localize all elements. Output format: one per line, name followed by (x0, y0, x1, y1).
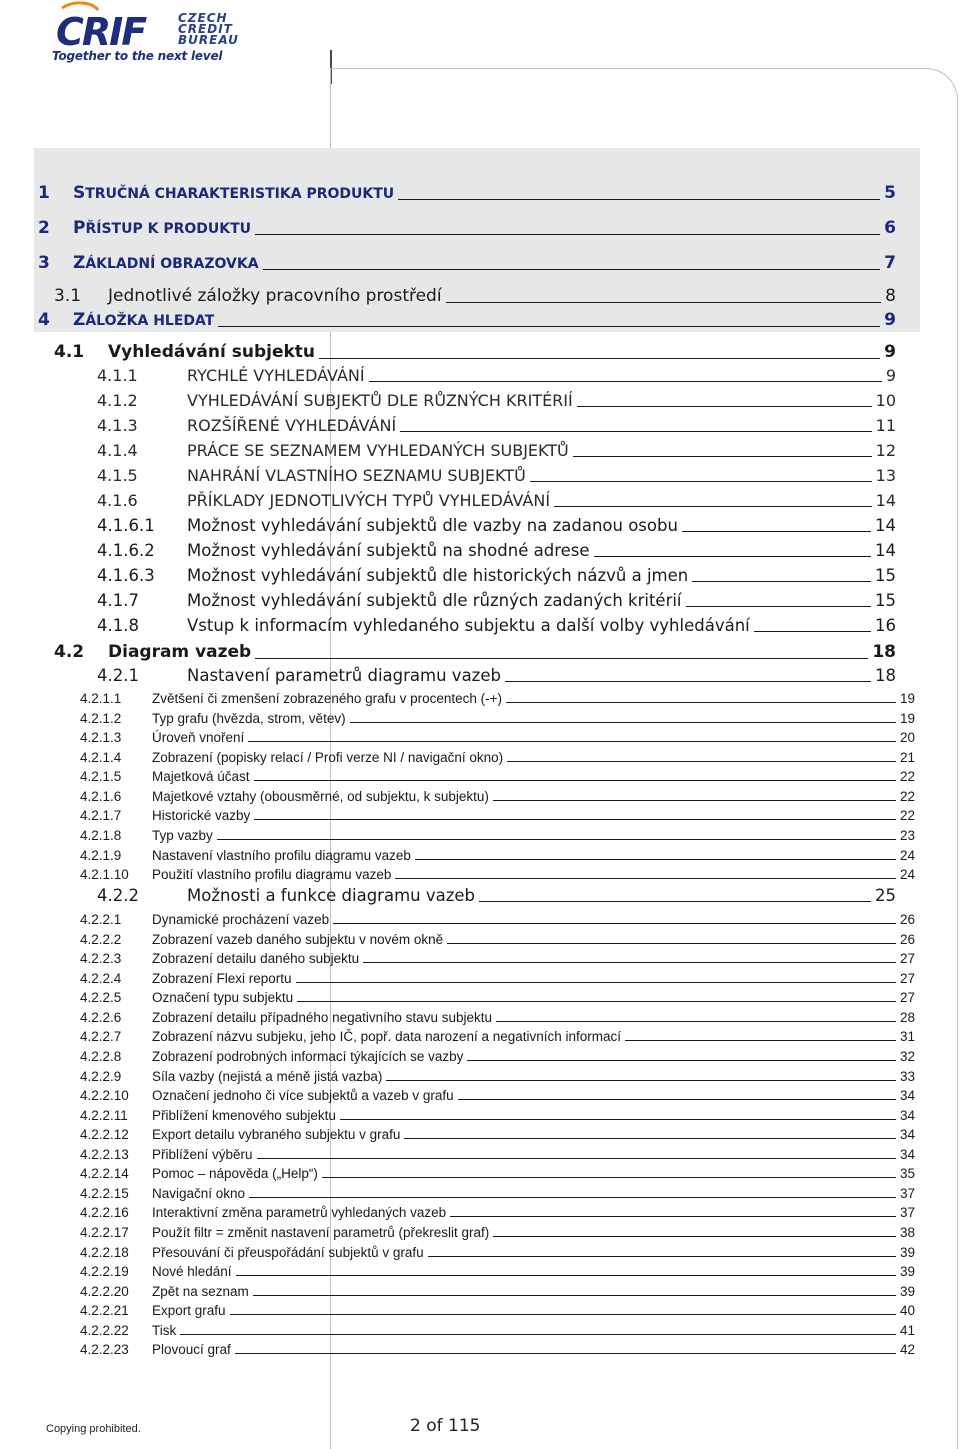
toc-entry-title: RYCHLÉ VYHLEDÁVÁNÍ (187, 366, 365, 385)
toc-entry-title: Zobrazení podrobných informací týkajících se vazby (152, 1049, 464, 1064)
toc-entry-number: 4.2.2 (97, 886, 139, 905)
brand-line: CZECH (178, 11, 228, 25)
toc-entry-number: 4.2 (54, 642, 85, 662)
toc-entry[interactable] (97, 541, 896, 560)
toc-entry-title: Zpět na seznam (152, 1284, 249, 1299)
toc-leader-line (400, 431, 871, 432)
toc-entry-page: 24 (899, 848, 915, 863)
toc-entry-page: 40 (899, 1303, 915, 1318)
toc-entry-title: Označení jednoho či více subjektů a vazeb v grafu (152, 1088, 454, 1103)
toc-entry-title: Zvětšení či zmenšení zobrazeného grafu v procentech (-+) (152, 691, 503, 706)
toc-entry-page: 16 (875, 616, 896, 635)
toc-leader-line (254, 819, 896, 820)
toc-leader-line (218, 326, 880, 327)
toc-entry[interactable] (54, 342, 896, 362)
toc-entry[interactable] (80, 1049, 915, 1064)
toc-leader-line (386, 1080, 896, 1081)
toc-entry-number: 4.2.2.8 (80, 1049, 122, 1064)
toc-entry[interactable] (80, 1225, 915, 1240)
toc-entry-page: 22 (899, 789, 915, 804)
toc-entry-page: 18 (875, 666, 896, 685)
toc-entry-title: Vyhledávání subjektu (108, 342, 316, 362)
toc-entry-title: Zobrazení Flexi reportu (152, 971, 292, 986)
toc-leader-line (479, 901, 871, 902)
toc-entry[interactable] (38, 253, 896, 273)
toc-entry-title: Možnosti a funkce diagramu vazeb (187, 886, 476, 905)
toc-entry-number: 4.2.2.12 (80, 1127, 129, 1142)
toc-entry-title: Majetková účast (152, 769, 250, 784)
toc-entry-page: 15 (875, 566, 896, 585)
toc-entry-number: 4.2.2.17 (80, 1225, 129, 1240)
toc-entry-title: Zobrazení názvu subjeku, jeho IČ, popř. data narození a negativních informací (152, 1029, 622, 1044)
toc-leader-line (754, 631, 871, 632)
toc-entry-title: Nastavení parametrů diagramu vazeb (187, 666, 501, 685)
toc-leader-line (577, 406, 872, 407)
toc-entry-page: 10 (875, 391, 896, 410)
toc-entry[interactable] (80, 789, 915, 804)
toc-entry[interactable] (80, 1029, 915, 1044)
toc-entry-number: 4.2.1.3 (80, 730, 122, 745)
toc-leader-line (686, 606, 871, 607)
toc-entry-page: 5 (884, 183, 896, 203)
toc-entry[interactable] (80, 1069, 915, 1084)
toc-entry-page: 39 (899, 1264, 915, 1279)
toc-leader-line (446, 302, 882, 303)
toc-entry[interactable] (38, 183, 896, 203)
toc-entry-page: 31 (899, 1029, 915, 1044)
toc-entry-number: 4.2.1.10 (80, 867, 129, 882)
toc-entry-title: Možnost vyhledávání subjektů dle různých zadaných kritérií (187, 591, 682, 610)
toc-entry-number: 3 (38, 253, 50, 273)
toc-entry-number: 4.2.2.23 (80, 1342, 129, 1357)
toc-entry-page: 6 (884, 218, 896, 238)
toc-leader-line (248, 741, 896, 742)
toc-entry-title-initial: S (73, 183, 86, 203)
toc-entry-number: 4.2.1 (97, 666, 139, 685)
toc-entry-number: 4.2.2.15 (80, 1186, 129, 1201)
toc-entry-page: 37 (899, 1205, 915, 1220)
toc-leader-line (493, 800, 896, 801)
footer-copyright: Copying prohibited. (46, 1423, 141, 1435)
toc-entry-number: 4.1.1 (97, 366, 138, 385)
toc-entry-number: 4.2.2.21 (80, 1303, 129, 1318)
toc-entry[interactable] (38, 218, 896, 238)
toc-entry-title: VYHLEDÁVÁNÍ SUBJEKTŮ DLE RŮZNÝCH KRITÉRIÍ (187, 391, 573, 410)
brand-line: BUREAU (178, 33, 239, 47)
toc-entry-page: 23 (899, 828, 915, 843)
toc-entry-number: 4.2.2.1 (80, 912, 122, 927)
toc-leader-line (236, 1275, 896, 1276)
toc-entry-number: 4.2.2.7 (80, 1029, 122, 1044)
toc-entry-title: Síla vazby (nejistá a méně jistá vazba) (152, 1069, 383, 1084)
toc-entry-number: 3.1 (54, 286, 82, 306)
toc-entry[interactable] (80, 932, 915, 947)
toc-entry-title: ROZŠÍŘENÉ VYHLEDÁVÁNÍ (187, 416, 397, 435)
toc-entry-number: 4.2.2.3 (80, 951, 122, 966)
toc-entry[interactable] (80, 971, 915, 986)
toc-entry-page: 11 (875, 416, 896, 435)
toc-entry-number: 4.1.8 (97, 616, 139, 635)
toc-leader-line (594, 556, 871, 557)
toc-entry-title-rest: ÁLOŽKA HLEDAT (85, 313, 215, 329)
toc-entry-number: 4.2.1.6 (80, 789, 122, 804)
toc-entry-page: 26 (899, 912, 915, 927)
toc-entry-page: 22 (899, 808, 915, 823)
toc-leader-line (467, 1060, 896, 1061)
toc-leader-line (254, 780, 896, 781)
toc-entry[interactable] (97, 886, 896, 905)
toc-entry-page: 12 (875, 441, 896, 460)
toc-leader-line (682, 531, 871, 532)
footer-page-number: 2 of 115 (410, 1416, 481, 1436)
toc-entry-page: 19 (899, 711, 915, 726)
toc-entry-number: 4.1.6.2 (97, 541, 155, 560)
toc-entry[interactable] (80, 691, 915, 706)
toc-entry-page: 32 (899, 1049, 915, 1064)
toc-entry-title: Export grafu (152, 1303, 226, 1318)
toc-leader-line (235, 1353, 896, 1354)
toc-entry-number: 2 (38, 218, 50, 238)
toc-entry-number: 4.1.4 (97, 441, 138, 460)
toc-entry[interactable] (80, 1303, 915, 1318)
toc-leader-line (496, 1021, 896, 1022)
toc-entry-title: Úroveň vnoření (152, 730, 245, 745)
toc-entry[interactable] (80, 1323, 915, 1338)
toc-entry[interactable] (80, 769, 915, 784)
toc-leader-line (333, 923, 896, 924)
toc-entry-title: Zobrazení detailu daného subjektu (152, 951, 360, 966)
brand-lines (178, 13, 239, 46)
toc-entry-number: 4.2.2.16 (80, 1205, 129, 1220)
toc-leader-line (447, 943, 896, 944)
toc-entry-page: 27 (899, 990, 915, 1005)
toc-entry[interactable] (80, 750, 915, 765)
toc-entry-page: 34 (899, 1108, 915, 1123)
toc-entry-title: Nastavení vlastního profilu diagramu vazeb (152, 848, 411, 863)
toc-entry[interactable] (80, 1245, 915, 1260)
toc-entry[interactable] (97, 391, 896, 410)
toc-entry-number: 4.2.1.9 (80, 848, 122, 863)
toc-entry-title: Plovoucí graf (152, 1342, 231, 1357)
toc-entry-page: 15 (875, 591, 896, 610)
toc-leader-line (625, 1040, 896, 1041)
toc-entry-title: Tisk (152, 1323, 177, 1338)
toc-entry[interactable] (80, 1127, 915, 1142)
toc-leader-line (257, 1158, 896, 1159)
toc-entry[interactable] (80, 711, 915, 726)
toc-entry[interactable] (80, 1010, 915, 1025)
toc-leader-line (554, 506, 872, 507)
toc-entry-number: 4 (38, 310, 50, 330)
toc-entry[interactable] (80, 828, 915, 843)
toc-entry-title: NAHRÁNÍ VLASTNÍHO SEZNAMU SUBJEKTŮ (187, 466, 526, 485)
toc-entry-page: 34 (899, 1147, 915, 1162)
toc-entry[interactable] (80, 808, 915, 823)
toc-entry-page: 25 (875, 886, 896, 905)
toc-entry-number: 4.1.6.3 (97, 566, 155, 585)
toc-entry-page: 28 (899, 1010, 915, 1025)
toc-entry-number: 4.2.2.14 (80, 1166, 129, 1181)
toc-entry-number: 4.2.2.2 (80, 932, 122, 947)
toc-entry[interactable] (80, 1342, 915, 1357)
toc-entry-number: 1 (38, 183, 50, 203)
toc-leader-line (255, 234, 880, 235)
toc-leader-line (428, 1256, 896, 1257)
toc-entry-number: 4.2.1.7 (80, 808, 122, 823)
toc-entry-number: 4.1.5 (97, 466, 138, 485)
toc-entry-title: Dynamické procházení vazeb (152, 912, 330, 927)
toc-entry-page: 39 (899, 1245, 915, 1260)
toc-entry[interactable] (97, 416, 896, 435)
toc-entry[interactable] (80, 1186, 915, 1201)
toc-entry[interactable] (97, 666, 896, 685)
toc-entry-title-initial: Z (73, 253, 86, 273)
toc-leader-line (395, 878, 896, 879)
toc-entry-number: 4.2.2.4 (80, 971, 122, 986)
toc-leader-line (505, 681, 871, 682)
toc-entry-page: 39 (899, 1284, 915, 1299)
toc-leader-line (363, 962, 896, 963)
toc-entry-number: 4.2.2.18 (80, 1245, 129, 1260)
toc-entry[interactable] (97, 441, 896, 460)
toc-entry-number: 4.2.2.19 (80, 1264, 129, 1279)
toc-entry-title: Přiblížení výběru (152, 1147, 253, 1162)
toc-entry[interactable] (80, 1108, 915, 1123)
toc-entry-number: 4.1.6 (97, 491, 138, 510)
toc-leader-line (296, 982, 896, 983)
toc-leader-line (263, 269, 881, 270)
toc-entry-page: 14 (875, 491, 896, 510)
toc-entry-number: 4.2.1.8 (80, 828, 122, 843)
toc-leader-line (573, 456, 872, 457)
toc-entry[interactable] (54, 642, 896, 662)
toc-entry[interactable] (80, 848, 915, 863)
toc-entry[interactable] (80, 867, 915, 882)
toc-entry-page: 24 (899, 867, 915, 882)
toc-entry[interactable] (97, 616, 896, 635)
toc-leader-line (350, 722, 896, 723)
toc-leader-line (530, 481, 872, 482)
toc-leader-line (493, 1236, 896, 1237)
toc-entry-title: Přesouvání či přeuspořádání subjektů v grafu (152, 1245, 424, 1260)
toc-leader-line (297, 1001, 896, 1002)
toc-entry-page: 27 (899, 971, 915, 986)
toc-entry-page: 18 (872, 642, 896, 662)
toc-entry-page: 7 (884, 253, 896, 273)
toc-entry-title (73, 183, 394, 203)
toc-entry[interactable] (80, 1284, 915, 1299)
toc-entry-page: 38 (899, 1225, 915, 1240)
toc-entry-page: 9 (884, 342, 896, 362)
toc-entry-number: 4.2.2.22 (80, 1323, 129, 1338)
toc-entry-page: 27 (899, 951, 915, 966)
toc-entry-number: 4.2.2.6 (80, 1010, 122, 1025)
toc-entry-title (73, 218, 251, 238)
toc-entry-number: 4.2.2.10 (80, 1088, 129, 1103)
toc-entry[interactable] (97, 366, 896, 385)
toc-entry-number: 4.2.2.5 (80, 990, 122, 1005)
toc-entry[interactable] (80, 1147, 915, 1162)
toc-entry[interactable] (97, 591, 896, 610)
toc-entry-title: Použití vlastního profilu diagramu vazeb (152, 867, 392, 882)
toc-entry-title: Přiblížení kmenového subjektu (152, 1108, 336, 1123)
toc-entry-page: 9 (885, 366, 896, 385)
toc-leader-line (398, 199, 880, 200)
toc-entry-title: Export detailu vybraného subjektu v grafu (152, 1127, 401, 1142)
toc-leader-line (319, 358, 880, 359)
toc-entry-title: Zobrazení detailu případného negativního stavu subjektu (152, 1010, 492, 1025)
toc-leader-line (180, 1334, 896, 1335)
toc-leader-line (340, 1119, 896, 1120)
toc-entry-page: 41 (899, 1323, 915, 1338)
toc-entry-title: Jednotlivé záložky pracovního prostředí (108, 286, 442, 306)
toc-entry[interactable] (97, 566, 896, 585)
toc-entry[interactable] (80, 912, 915, 927)
toc-entry[interactable] (54, 286, 896, 306)
toc-entry-number: 4.2.2.11 (80, 1108, 128, 1123)
toc-entry-number: 4.1.6.1 (97, 516, 155, 535)
toc-entry-title-rest: ŘÍSTUP K PRODUKTU (85, 221, 252, 237)
toc-entry-page: 20 (899, 730, 915, 745)
toc-entry-title: Diagram vazeb (108, 642, 252, 662)
toc-entry-number: 4.1 (54, 342, 85, 362)
toc-entry[interactable] (80, 730, 915, 745)
toc-entry-page: 14 (875, 516, 896, 535)
toc-entry-title (73, 253, 259, 273)
toc-entry-title-rest: ÁKLADNÍ OBRAZOVKA (85, 256, 259, 272)
toc-entry-title: Typ grafu (hvězda, strom, větev) (152, 711, 346, 726)
toc-entry[interactable] (80, 1205, 915, 1220)
toc-entry[interactable] (97, 466, 896, 485)
toc-entry-title-rest: TRUČNÁ CHARAKTERISTIKA PRODUKTU (85, 186, 395, 202)
toc-leader-line (230, 1314, 896, 1315)
crif-logo-icon (52, 0, 182, 52)
toc-entry-number: 4.2.2.13 (80, 1147, 129, 1162)
toc-leader-line (507, 761, 896, 762)
toc-entry-number: 4.1.2 (97, 391, 138, 410)
toc-entry-title: PRÁCE SE SEZNAMEM VYHLEDANÝCH SUBJEKTŮ (187, 441, 569, 460)
toc-entry-title: Zobrazení vazeb daného subjektu v novém okně (152, 932, 444, 947)
toc-entry-number: 4.2.1.1 (80, 691, 122, 706)
toc-entry[interactable] (80, 951, 915, 966)
toc-entry-title: Označení typu subjektu (152, 990, 294, 1005)
toc-entry-number: 4.2.2.9 (80, 1069, 122, 1084)
toc-entry[interactable] (80, 990, 915, 1005)
toc-entry-title-initial: P (73, 218, 86, 238)
toc-leader-line (458, 1099, 896, 1100)
toc-entry-page: 42 (899, 1342, 915, 1357)
toc-leader-line (249, 1197, 896, 1198)
toc-entry-page: 33 (899, 1069, 915, 1084)
toc-entry-title: Navigační okno (152, 1186, 246, 1201)
tagline: Together to the next level (52, 49, 223, 63)
toc-entry-title: Možnost vyhledávání subjektů dle historických názvů a jmen (187, 566, 689, 585)
toc-leader-line (404, 1138, 896, 1139)
toc-entry-page: 37 (899, 1186, 915, 1201)
toc-entry-title: Majetkové vztahy (obousměrné, od subjektu, k subjektu) (152, 789, 489, 804)
toc-entry[interactable] (97, 516, 896, 535)
toc-entry-number: 4.2.1.4 (80, 750, 122, 765)
toc-entry-title: Pomoc – nápověda („Help“) (152, 1166, 318, 1181)
toc-leader-line (253, 1295, 896, 1296)
toc-entry-title: Historické vazby (152, 808, 251, 823)
toc-entry-number: 4.2.1.2 (80, 711, 122, 726)
toc-entry-page: 34 (899, 1127, 915, 1142)
toc-entry-title: Možnost vyhledávání subjektů na shodné adrese (187, 541, 590, 560)
toc-entry-page: 13 (875, 466, 896, 485)
toc-entry-page: 8 (885, 286, 896, 306)
toc-leader-line (506, 702, 896, 703)
brand-line: CREDIT (178, 22, 233, 36)
toc-entry-page: 22 (899, 769, 915, 784)
toc-entry-page: 21 (899, 750, 915, 765)
toc-leader-line (255, 658, 868, 659)
toc-entry-number: 4.2.2.20 (80, 1284, 129, 1299)
toc-entry-title: Použít filtr = změnit nastavení parametrů (překreslit graf) (152, 1225, 490, 1240)
toc-leader-line (369, 381, 882, 382)
toc-entry[interactable] (80, 1088, 915, 1103)
toc-entry-page: 9 (884, 310, 896, 330)
toc-entry[interactable] (97, 491, 896, 510)
toc-entry-title: Interaktivní změna parametrů vyhledaných vazeb (152, 1205, 447, 1220)
toc-entry-title: Nové hledání (152, 1264, 232, 1279)
toc-entry-page: 26 (899, 932, 915, 947)
logo-wordmark: CRIF (56, 10, 146, 52)
toc-leader-line (692, 581, 871, 582)
toc-entry[interactable] (80, 1264, 915, 1279)
toc-entry-page: 19 (899, 691, 915, 706)
toc-leader-line (217, 839, 896, 840)
toc-leader-line (415, 859, 896, 860)
toc-entry-title: PŘÍKLADY JEDNOTLIVÝCH TYPŮ VYHLEDÁVÁNÍ (187, 491, 551, 510)
toc-entry-title: Vstup k informacím vyhledaného subjektu a další volby vyhledávání (187, 616, 750, 635)
toc-entry-title (73, 310, 214, 330)
toc-entry-title: Možnost vyhledávání subjektů dle vazby na zadanou osobu (187, 516, 678, 535)
toc-leader-line (450, 1216, 896, 1217)
toc-entry-number: 4.2.1.5 (80, 769, 122, 784)
toc-entry-title: Typ vazby (152, 828, 213, 843)
toc-entry-page: 34 (899, 1088, 915, 1103)
toc-entry-page: 14 (875, 541, 896, 560)
toc-entry-page: 35 (899, 1166, 915, 1181)
toc-entry-title: Zobrazení (popisky relací / Profi verze NI / navigační okno) (152, 750, 504, 765)
toc-leader-line (322, 1177, 896, 1178)
toc-entry[interactable] (38, 310, 896, 330)
toc-entry-number: 4.1.3 (97, 416, 138, 435)
toc-entry[interactable] (80, 1166, 915, 1181)
toc-entry-number: 4.1.7 (97, 591, 139, 610)
toc-entry-title-initial: Z (73, 310, 86, 330)
